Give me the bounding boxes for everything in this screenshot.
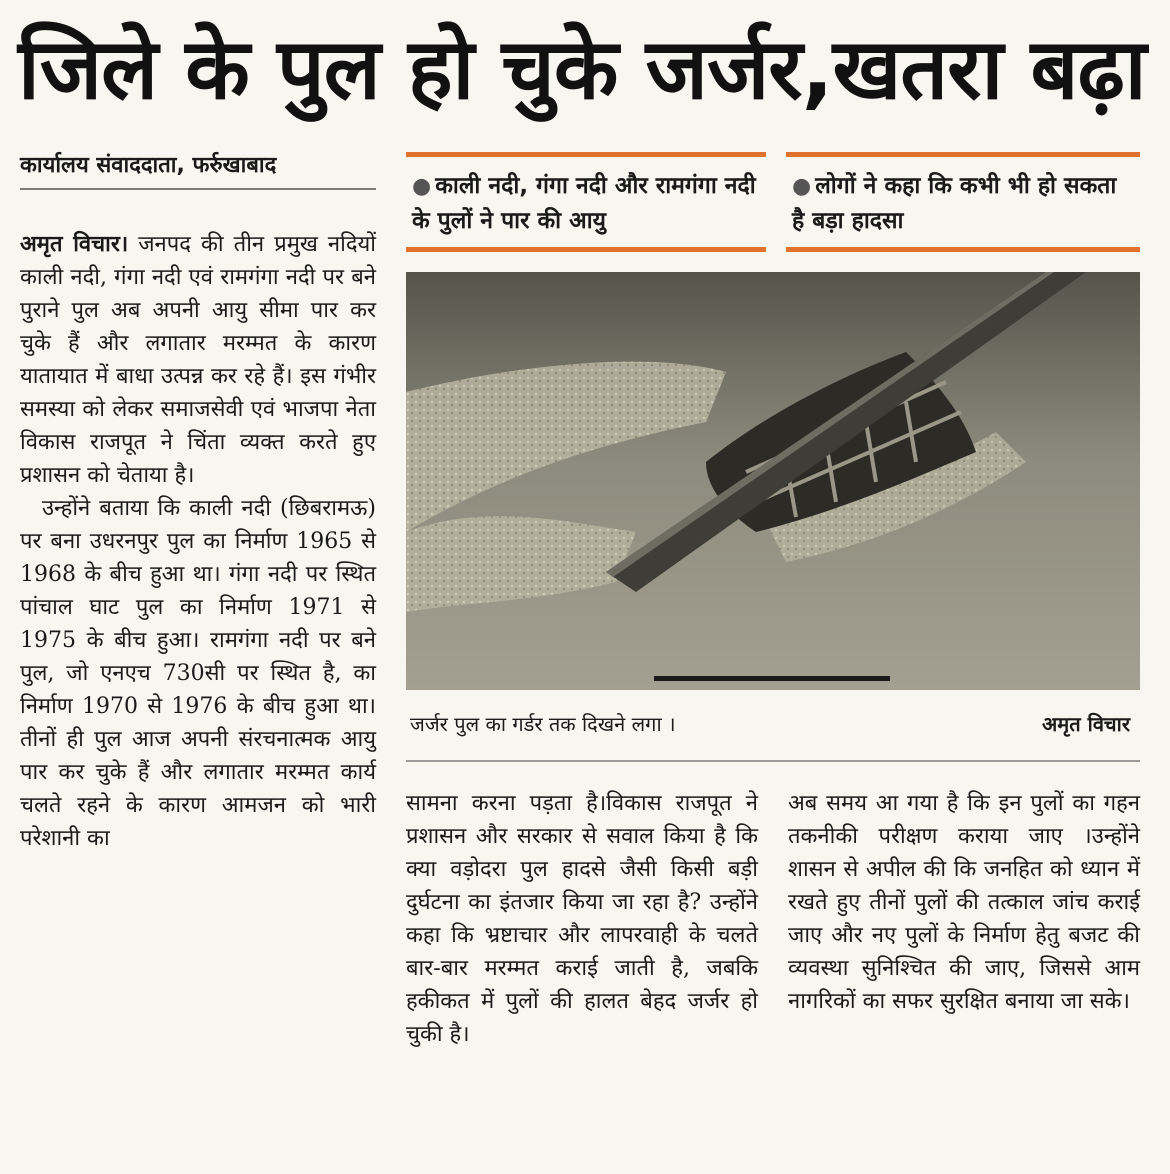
highlight-box-1 bbox=[406, 152, 766, 252]
article-column-3-text: अब समय आ गया है कि इन पुलों का गहन तकनीकी परीक्षण कराया जाए ।उन्होंने शासन से अपील की कि जनहित को ध्यान में रखते हुए तीनों पुलों की तत्काल जांच कराई जाए और नए पुलों के निर्माण हेतु बजट की व्यवस्था सुनिश्चित की जाए, जिससे आम नागरिकों का सफर सुरक्षित बनाया जा सके। bbox=[788, 791, 1140, 1014]
highlight-text-2: लोगों ने कहा कि कभी भी हो सकता है बड़ा हादसा bbox=[792, 173, 1117, 234]
article-paragraph-2: उन्होंने बताया कि काली नदी (छिबरामऊ) पर बना उधरनपुर पुल का निर्माण 1965 से 1968 के बीच हुआ था। गंगा नदी पर स्थित पांचाल घाट पुल का निर्माण 1971 से 1975 के बीच हुआ। रामगंगा नदी पर बने पुल, जो एनएच 730सी पर स्थित है, का निर्माण 1970 से 1976 के बीच हुआ था। तीनों ही पुल आज अपनी संरचनात्मक आयु पार कर चुके हैं और लगातार मरम्मत कार्य चलते रहने के कारण आमजन को भारी परेशानी का bbox=[20, 496, 376, 851]
article-column-1 bbox=[20, 228, 376, 855]
bridge-damage-illustration bbox=[406, 272, 1140, 690]
caption-divider bbox=[406, 760, 1140, 762]
article-lead: अमृत विचार। bbox=[20, 231, 129, 257]
highlight-box-2 bbox=[786, 152, 1140, 252]
photo-credit: अमृत विचार bbox=[1042, 712, 1130, 736]
article-column-3 bbox=[788, 787, 1140, 1018]
photo-caption: जर्जर पुल का गर्डर तक दिखने लगा । bbox=[410, 712, 676, 736]
article-paragraph-1 bbox=[20, 228, 376, 492]
headline: जिले के पुल हो चुके जर्जर,खतरा बढ़ा bbox=[18, 20, 1146, 118]
bullet-icon: ● bbox=[412, 174, 432, 199]
article-column-2-text: सामना करना पड़ता है।विकास राजपूत ने प्रशासन और सरकार से सवाल किया है कि क्या वड़ोदरा पुल हादसे जैसी किसी बड़ी दुर्घटना का इंतजार किया जा रहा है? उन्होंने कहा कि भ्रष्टाचार और लापरवाही के चलते बार-बार मरम्मत कराई जाती है, जबकि हकीकत में पुलों की हालत बेहद जर्जर हो चुकी है। bbox=[406, 791, 758, 1047]
article-paragraph-1-text: जनपद की तीन प्रमुख नदियों काली नदी, गंगा नदी एवं रामगंगा नदी पर बने पुराने पुल अब अपनी आयु सीमा पार कर चुके हैं और लगातार मरम्मत के कारण यातायात में बाधा उत्पन्न कर रहे हैं। इस गंभीर समस्या को लेकर समाजसेवी एवं भाजपा नेता विकास राजपूत ने चिंता व्यक्त करते हुए प्रशासन को चेताया है। bbox=[20, 232, 376, 488]
bullet-icon: ● bbox=[792, 174, 812, 199]
byline: कार्यालय संवाददाता, फर्रुखाबाद bbox=[20, 153, 277, 178]
photo-caption-bar bbox=[406, 704, 1140, 744]
news-photo bbox=[406, 272, 1140, 690]
article-column-2 bbox=[406, 787, 758, 1051]
byline-divider bbox=[20, 188, 376, 190]
highlight-text-1: काली नदी, गंगा नदी और रामगंगा नदी के पुलों ने पार की आयु bbox=[412, 173, 756, 234]
